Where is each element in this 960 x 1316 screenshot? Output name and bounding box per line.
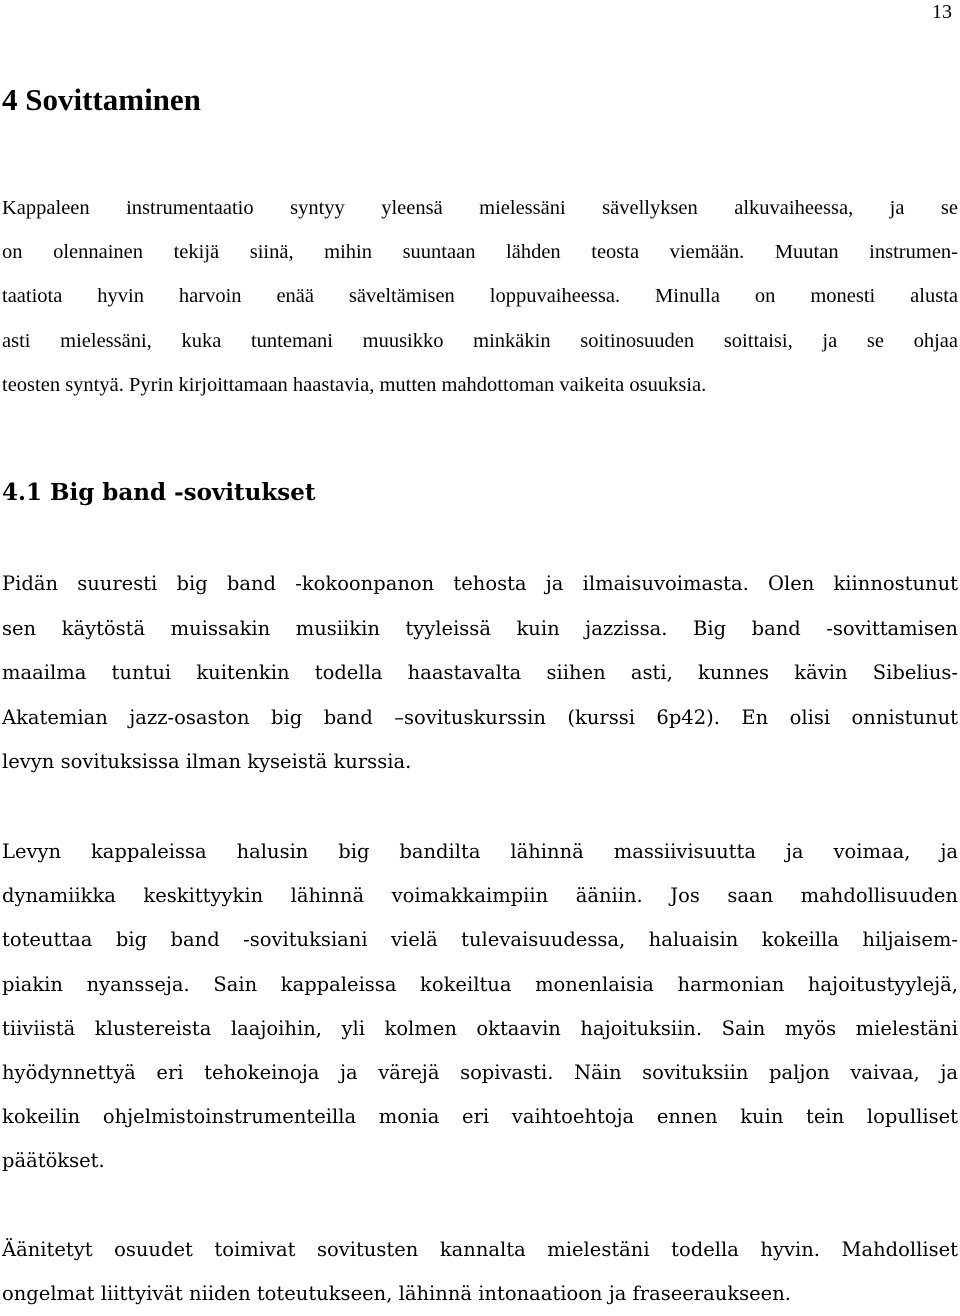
paragraph-line: Levyn kappaleissa halusin big bandilta lähinnä massiivisuutta ja voimaa, ja: [2, 840, 958, 863]
paragraph-line: on olennainen tekijä siinä, mihin suuntaan lähden teosta viemään. Muutan instrumen-: [2, 241, 958, 264]
paragraph-line: maailma tuntui kuitenkin todella haastavalta siihen asti, kunnes kävin Sibelius-: [2, 661, 958, 684]
paragraph-line: levyn sovituksissa ilman kyseistä kurssia.: [2, 750, 412, 773]
paragraph-line: ongelmat liittyivät niiden toteutukseen, lähinnä intonaatioon ja fraseeraukseen.: [2, 1282, 791, 1305]
paragraph-line: piakin nyansseja. Sain kappaleissa kokeiltua monenlaisia harmonian hajoitustyylejä,: [2, 972, 958, 996]
section-paragraph: [2, 830, 958, 1184]
paragraph-line: taatiota hyvin harvoin enää säveltämisen loppuvaiheessa. Minulla on monesti alusta: [2, 285, 958, 308]
paragraph-line: teosten syntyä. Pyrin kirjoittamaan haastavia, mutten mahdottoman vaikeita osuuksia.: [2, 373, 707, 396]
paragraph-line: hyödynnettyä eri tehokeinoja ja värejä sopivasti. Näin sovituksiin paljon vaivaa, ja: [2, 1060, 958, 1084]
paragraph-line: päätökset.: [2, 1149, 105, 1173]
section-paragraph: [2, 1228, 958, 1316]
paragraph-line: toteuttaa big band -sovituksiani vielä tulevaisuudessa, haluaisin kokeilla hiljaisem-: [2, 928, 958, 952]
section-title: 4.1 Big band -sovitukset: [2, 479, 316, 506]
paragraph-line: Pidän suuresti big band -kokoonpanon tehosta ja ilmaisuvoimasta. Olen kiinnostunut: [2, 572, 958, 595]
paragraph-line: Akatemian jazz-osaston big band –sovituskurssin (kurssi 6p42). En olisi onnistunut: [2, 705, 958, 729]
paragraph-line: asti mielessäni, kuka tuntemani muusikko minkäkin soitinosuuden soittaisi, ja se ohjaa: [2, 329, 958, 352]
page-number: 13: [932, 1, 952, 23]
paragraph-line: tiiviistä klustereista laajoihin, yli kolmen oktaavin hajoituksiin. Sain myös mielestäni: [2, 1016, 958, 1040]
paragraph-line: Kappaleen instrumentaatio syntyy yleensä mielessäni sävellyksen alkuvaiheessa, ja se: [2, 197, 958, 219]
intro-paragraph: [2, 186, 958, 407]
paragraph-line: dynamiikka keskittyykin lähinnä voimakkaimpiin ääniin. Jos saan mahdollisuuden: [2, 884, 958, 908]
chapter-title: 4 Sovittaminen: [2, 82, 201, 117]
paragraph-line: Äänitetyt osuudet toimivat sovitusten kannalta mielestäni todella hyvin. Mahdolliset: [2, 1238, 958, 1261]
paragraph-line: kokeilin ohjelmistoinstrumenteilla monia eri vaihtoehtoja ennen kuin tein lopulliset: [2, 1105, 958, 1129]
section-paragraph: [2, 562, 958, 785]
paragraph-line: sen käytöstä muissakin musiikin tyyleissä kuin jazzissa. Big band -sovittamisen: [2, 616, 958, 640]
